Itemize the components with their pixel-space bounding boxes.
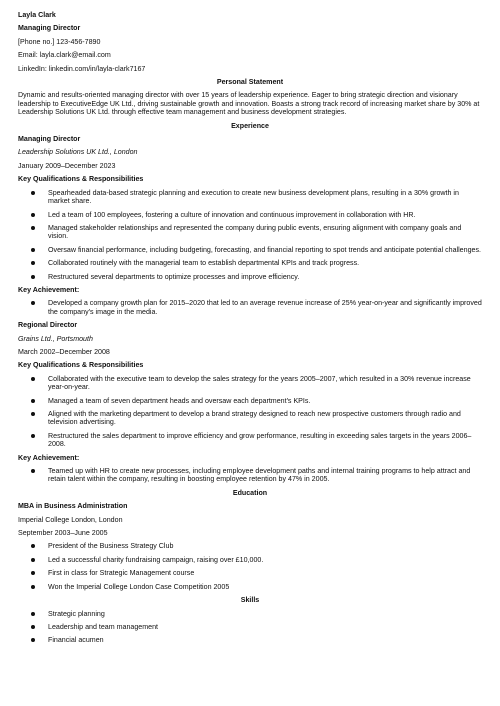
personal-statement-text: Dynamic and results-oriented managing director with over 15 years of leadership experience. Eager to bring strategic direction and visionary leadership to ExecutiveEdge UK Ltd., driving sustainable growth and innovation. Boasts a strong track record of increasing market share by 30% at Leadership Solutions UK Ltd. through effective team management and business development strategies.	[18, 91, 480, 117]
list-item-text: Financial acumen	[48, 636, 104, 645]
bullet-icon	[31, 213, 35, 217]
bullet-icon	[31, 544, 35, 548]
achievements-list	[18, 299, 482, 316]
bullet-icon	[31, 571, 35, 575]
list-item	[18, 375, 482, 392]
list-item	[18, 273, 482, 281]
bullet-icon	[31, 434, 35, 438]
list-item-text: First in class for Strategic Management course	[48, 569, 195, 578]
bullet-icon	[31, 275, 35, 279]
bullet-icon	[31, 301, 35, 305]
list-item-text: Collaborated routinely with the managerial team to establish departmental KPIs and track progress.	[48, 259, 360, 268]
bullet-icon	[31, 226, 35, 230]
bullet-icon	[31, 585, 35, 589]
bullet-icon	[31, 625, 35, 629]
list-item-text: Managed stakeholder relationships and represented the company during public events, ensuring alignment with company goals and vision.	[48, 223, 462, 241]
qualifications-heading: Key Qualifications & Responsibilities	[18, 175, 144, 184]
list-item	[18, 610, 482, 618]
bullet-icon	[31, 612, 35, 616]
education-list	[18, 542, 482, 591]
education-dates: September 2003–June 2005	[18, 529, 108, 538]
school-name: Imperial College London, London	[18, 515, 123, 524]
degree-title: MBA in Business Administration	[18, 502, 128, 511]
achievement-heading: Key Achievement:	[18, 285, 80, 294]
job-dates: March 2002–December 2008	[18, 347, 110, 356]
responsibilities-list	[18, 189, 482, 281]
list-item	[18, 259, 482, 267]
job-company: Leadership Solutions UK Ltd., London	[18, 148, 138, 157]
list-item	[18, 299, 482, 316]
list-item	[18, 189, 482, 206]
job-company: Grains Ltd., Portsmouth	[18, 334, 93, 343]
personal-statement-heading: Personal Statement	[216, 78, 284, 87]
job-role: Managing Director	[18, 135, 81, 144]
list-item-text: Led a team of 100 employees, fostering a culture of innovation and continuous improvement in collaboration with HR.	[48, 210, 416, 219]
list-item	[18, 623, 482, 631]
job-dates: January 2009–December 2023	[18, 161, 116, 170]
job-role: Regional Director	[18, 321, 78, 330]
bullet-icon	[31, 377, 35, 381]
list-item-text: Developed a company growth plan for 2015–2020 that led to an average revenue increase of 25% year-on-year and significantly improved the company's image in the media.	[48, 299, 482, 316]
skills-list	[18, 610, 482, 645]
list-item-text: Spearheaded data-based strategic planning and execution to create new business development plans, resulting in a 30% growth in market share.	[48, 188, 459, 206]
bullet-icon	[31, 399, 35, 403]
list-item	[18, 432, 482, 449]
list-item-text: Restructured the sales department to improve efficiency and grow performance, resulting in exceeding sales targets in the years 2006–2008.	[48, 431, 472, 449]
achievement-heading: Key Achievement:	[18, 453, 80, 462]
list-item	[18, 224, 482, 241]
bullet-icon	[31, 412, 35, 416]
education-heading: Education	[232, 488, 268, 497]
bullet-icon	[31, 248, 35, 252]
list-item	[18, 569, 482, 577]
qualifications-heading: Key Qualifications & Responsibilities	[18, 361, 144, 370]
list-item	[18, 467, 482, 484]
list-item	[18, 542, 482, 550]
list-item-text: Oversaw financial performance, including budgeting, forecasting, and financial reporting to spot trends and anticipate potential challenges.	[48, 245, 481, 254]
job-entry	[18, 321, 482, 484]
list-item-text: Teamed up with HR to create new processes, including employee development paths and internal training programs to help attract and retain talent within the company, resulting in boosting employee retention by 47% in 2005.	[48, 467, 471, 484]
list-item-text: Won the Imperial College London Case Competition 2005	[48, 582, 230, 591]
list-item-text: Collaborated with the executive team to develop the sales strategy for the years 2005–2007, which resulted in a 30% revenue increase year-on-year.	[48, 374, 471, 392]
experience-heading: Experience	[231, 121, 269, 130]
list-item-text: Strategic planning	[48, 609, 105, 618]
bullet-icon	[31, 469, 35, 473]
linkedin-line: LinkedIn: linkedin.com/in/layla-clark7167	[18, 64, 146, 73]
list-item	[18, 246, 482, 254]
bullet-icon	[31, 638, 35, 642]
candidate-title: Managing Director	[18, 24, 81, 33]
list-item	[18, 397, 482, 405]
candidate-name: Layla Clark	[18, 11, 56, 19]
list-item	[18, 211, 482, 219]
bullet-icon	[31, 191, 35, 195]
list-item	[18, 636, 482, 644]
list-item	[18, 556, 482, 564]
list-item	[18, 410, 482, 427]
phone-line: [Phone no.] 123-456-7890	[18, 37, 101, 46]
list-item-text: Led a successful charity fundraising campaign, raising over £10,000.	[48, 555, 264, 564]
list-item-text: Managed a team of seven department heads and oversaw each department's KPIs.	[48, 396, 311, 405]
list-item-text: Leadership and team management	[48, 622, 159, 631]
list-item-text: Aligned with the marketing department to develop a brand strategy designed to reach new prospective customers through radio and television advertising.	[48, 410, 461, 427]
list-item-text: President of the Business Strategy Club	[48, 542, 174, 551]
bullet-icon	[31, 261, 35, 265]
achievements-list	[18, 467, 482, 484]
list-item-text: Restructured several departments to optimize processes and improve efficiency.	[48, 272, 300, 281]
list-item	[18, 583, 482, 591]
bullet-icon	[31, 558, 35, 562]
job-entry	[18, 135, 482, 316]
skills-heading: Skills	[240, 596, 260, 605]
responsibilities-list	[18, 375, 482, 449]
email-line: Email: layla.clark@email.com	[18, 51, 111, 60]
